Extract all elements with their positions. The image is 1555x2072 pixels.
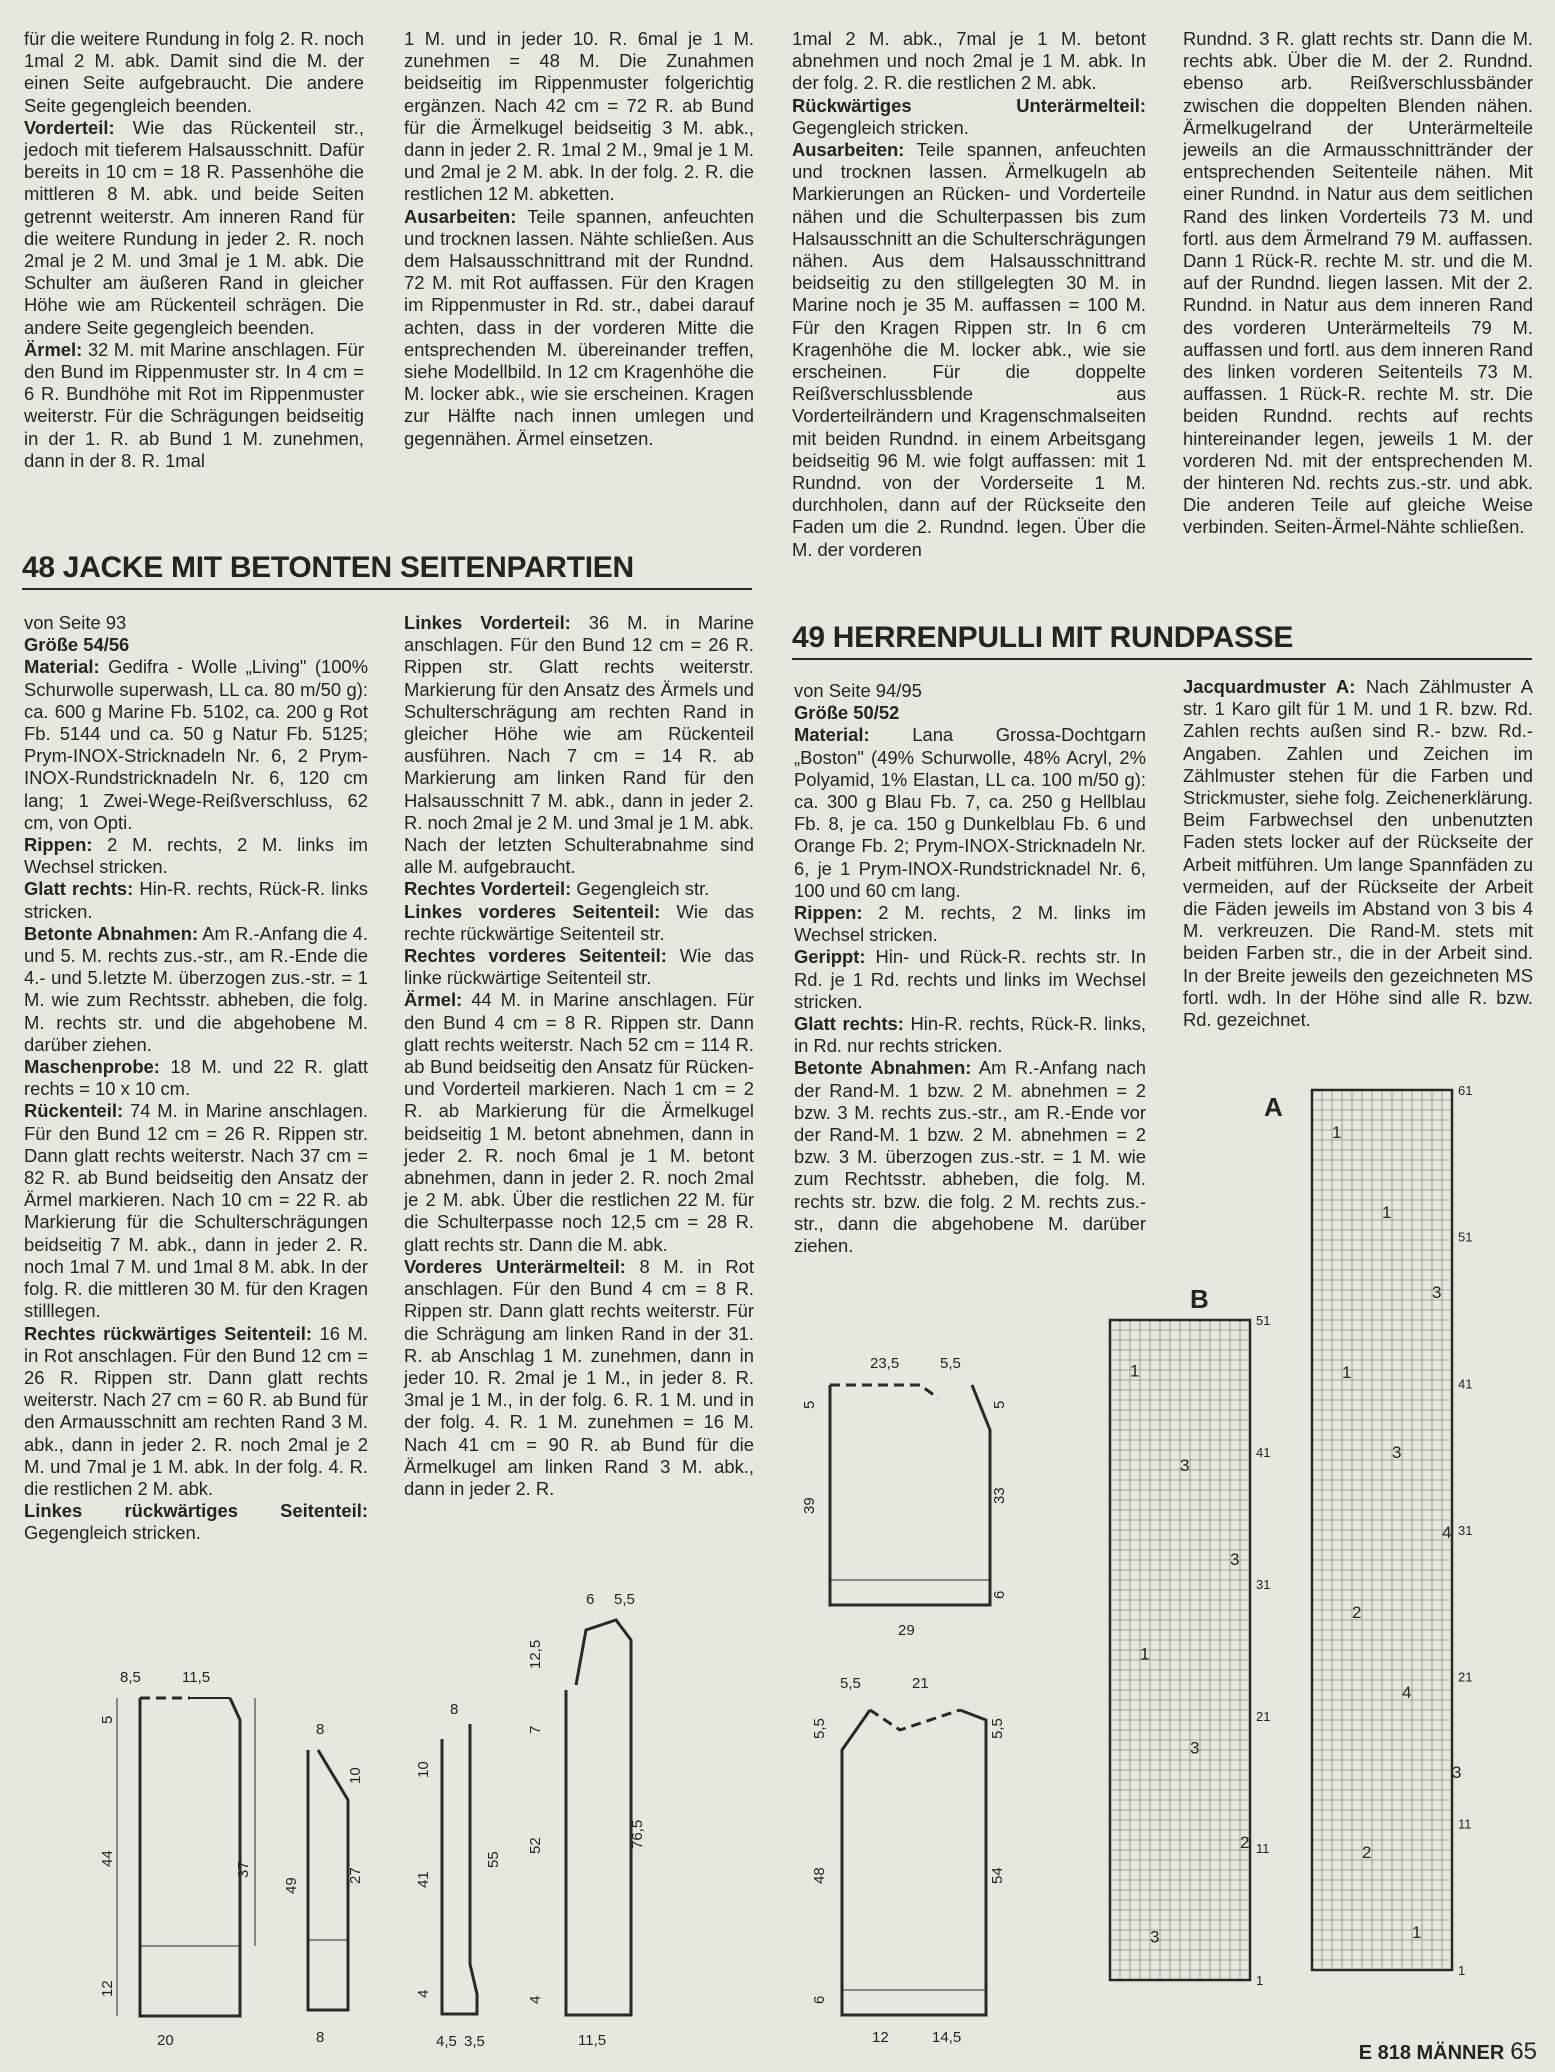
back-bund-label: 12	[99, 1980, 116, 1997]
chart-symbol-number: 3	[1432, 1283, 1442, 1302]
paragraph	[24, 28, 364, 117]
page-folio	[1359, 2038, 1537, 2066]
paragraph-heading: Rechtes rückwärtiges Seitenteil:	[24, 1322, 312, 1344]
paragraph	[404, 878, 754, 900]
paragraph-text: Hin-R. rechts, Rück-R. links stricken.	[24, 878, 368, 922]
paragraph-text: 1 M. und in jeder 10. R. 6mal je 1 M. zunehmen = 48 M. Die Zunahmen beidseitig im Rippenmuster folgerichtig ergänzen. Nach 42 cm = 72 R. ab Bund für die Ärmelkugel beidseitig 3 M. abk., dann in jeder 2. R. 1mal 2 M., 9mal je 1 M. und 2mal je 2 M. abk. In der folg. 2. R. die restlichen 12 M. abketten.	[404, 28, 754, 205]
chart-label: A	[1264, 1092, 1283, 1122]
side-width-label: 8	[316, 2029, 325, 2046]
paragraph	[1183, 28, 1533, 539]
paragraph-heading: Ausarbeiten:	[792, 139, 905, 161]
paragraph	[404, 989, 754, 1255]
chart-symbol-number: 2	[1362, 1843, 1372, 1862]
knitting-chart-b	[1090, 1280, 1310, 2010]
chart-symbol-number: 3	[1180, 1455, 1190, 1475]
section-48-column-1	[24, 612, 368, 1545]
paragraph-text: Teile spannen, anfeuchten und trocknen lassen. Nähte schließen. Aus dem Halsausschnittrand mit der Rundnd. 72 M. mit Rot auffassen. Für den Kragen im Rippenmuster in Rd. str., dabei darauf achten, dass in der vorderen Mitte die entsprechenden M. übereinander treffen, siehe Modellbild. In 12 cm Kragenhöhe die M. locker abk., wie sie erscheinen. Kragen zur Hälfte nach innen umlegen und gegennähen. Ärmel einsetzen.	[404, 205, 754, 449]
chart-symbol-number: 1	[1140, 1644, 1150, 1664]
paragraph	[794, 680, 1146, 702]
paragraph	[1183, 676, 1533, 1031]
psleeve-l-label: 5,5	[811, 1718, 828, 1739]
paragraph-text: Nach Zählmuster A str. 1 Karo gilt für 1 M. und 1 R. bzw. Rd. Zahlen rechts außen sind R.- bzw. Rd.-Angaben. Zahlen und Zeichen im Zählmuster stehen für die Farben und Strickmuster, siehe folg. Zeichenerklärung. Beim Farbwechsel den unbenutzten Faden stets locker auf der Rückseite der Arbeit mitführen. Um lange Spannfäden zu vermeiden, auf der Rückseite der Arbeit die Fäden jeweils im Abstand von 3 bis 4 M. verkreuzen. Die Rand-M. stets mit beiden Farben str., die in der Arbeit sind. In der Breite jeweils den gezeichneten MS fortl. wdh. In der Höhe sind alle R. bzw. Rd. gezeichnet.	[1183, 676, 1533, 1031]
chart-row-number: 51	[1256, 1313, 1271, 1328]
paragraph	[794, 946, 1146, 1013]
paragraph	[404, 612, 754, 878]
paragraph-heading: Betonte Abnahmen:	[24, 922, 199, 944]
front-total-label: 41	[415, 1871, 432, 1888]
paragraph-text: Am R.-Anfang die 4. und 5. M. rechts zus.-str., am R.-Ende die 4.- und 5.letzte M. überzogen zus.-str. = 1 M. wie zum Rechtsstr. abheben, die folg. M. rechts str. und die abgehobene M. darüber ziehen.	[24, 922, 368, 1055]
paragraph-heading: Rechtes Vorderteil:	[404, 878, 572, 900]
issue-code: E 818 MÄNNER	[1358, 2042, 1505, 2064]
psleeve-b-label: 6	[811, 1995, 828, 2004]
paragraph-heading: Linkes rückwärtiges Seitenteil:	[24, 1500, 368, 1522]
side-h1-label: 10	[347, 1767, 364, 1784]
sleeve-top1-label: 6	[586, 1591, 595, 1608]
body-r-label: 5	[991, 1400, 1008, 1409]
paragraph	[794, 702, 1146, 724]
paragraph-heading: Maschenprobe:	[24, 1056, 160, 1078]
paragraph	[404, 945, 754, 989]
paragraph-text: Lana Grossa-Dochtgarn „Boston" (49% Schurwolle, 48% Acryl, 2% Polyamid, 1% Elastan, LL ca. 100 m/50 g): ca. 300 g Blau Fb. 7, ca. 250 g Hellblau Fb. 8, je ca. 150 g Dunkelblau Fb. 6 und Orange Fb. 2; Prym-INOX-Stricknadeln Nr. 6, je 1 Prym-INOX-Rundstricknadel Nr. 6, 100 und 60 cm lang.	[794, 724, 1146, 901]
psleeve-w1-label: 12	[872, 2029, 889, 2046]
paragraph-heading: Größe 54/56	[24, 634, 130, 656]
paragraph	[24, 612, 368, 634]
body-top1-label: 23,5	[870, 1355, 900, 1372]
paragraph-text: 16 M. in Rot anschlagen. Für den Bund 12 cm = 26 R. Rippen str. Dann glatt rechts weiterstr. Nach 27 cm = 60 R. ab Bund für den Armausschnitt am rechten Rand 3 M. abk., dann in jeder 2. R. noch 2mal je 2 M. und 7mal je 1 M. abk. In der folg. 4. R. die restlichen 2 M. abk.	[24, 1322, 368, 1499]
chart-symbol-number: 4	[1402, 1683, 1412, 1702]
paragraph-text: von Seite 93	[24, 612, 127, 633]
paragraph-heading: Gerippt:	[794, 946, 866, 968]
paragraph-heading: Rippen:	[794, 902, 863, 924]
paragraph-text: Wie das rechte rückwärtige Seitenteil str.	[404, 900, 755, 944]
top-column-1	[24, 28, 364, 472]
schematic-side-piece	[268, 1720, 378, 2050]
side-total-label: 49	[283, 1877, 300, 1894]
paragraph-text: 36 M. in Marine anschlagen. Für den Bund 12 cm = 26 R. Rippen str. Glatt rechts weiterstr. Markierung für den Ansatz des Ärmels und Schulterschrägung am rechten Rand in gleicher Höhe wie am Rückenteil ausführen. Nach 7 cm = 14 R. ab Markierung am linken Rand für den Halsausschnitt 7 M. abk., dann in jeder 2. R. noch 2mal je 2 M. und 3mal je 1 M. abk. Nach der letzten Schulterabnahme sind alle M. aufgebraucht.	[404, 612, 754, 878]
paragraph-text: von Seite 94/95	[794, 680, 922, 701]
back-top2-label: 11,5	[182, 1669, 211, 1686]
paragraph-heading: Größe 50/52	[794, 702, 900, 724]
paragraph-text: 32 M. mit Marine anschlagen. Für den Bund im Rippenmuster str. In 4 cm = 6 R. Bundhöhe mit Rot im Rippenmuster weiterstr. Für die Schrägungen beidseitig in der 1. R. ab Bund 1 M. zunehmen, dann in der 8. R. 1mal	[24, 338, 364, 471]
body-b-label: 6	[991, 1590, 1008, 1599]
paragraph-heading: Material:	[24, 656, 100, 678]
paragraph-text: 2 M. rechts, 2 M. links im Wechsel stricken.	[794, 902, 1146, 946]
paragraph-heading: Jacquardmuster A:	[1183, 676, 1356, 697]
sleeve-h2-label: 7	[527, 1725, 544, 1734]
paragraph-text: Rundnd. 3 R. glatt rechts str. Dann die M. rechts abk. Über die M. der 2. Rundnd. ebenso arb. Reißverschlussbänder zwischen die doppelten Blenden nähen. Ärmelkugelrand der Unterärmelteile jeweils an die Armausschnittränder der entsprechenden Seitenteile nähen. Mit einer Rundnd. in Natur aus dem seitlichen Rand des linken Vorderteils 73 M. und fortl. aus dem Ärmelrand 79 M. auffassen. Dann 1 Rück-R. rechte M. str. und die M. auf der Rundnd. liegen lassen. Mit der 2. Rundnd. in Natur aus dem inneren Rand des vorderen Unterärmelteils 79 M. auffassen und fortl. aus dem inneren Rand des linken vorderen Seitenteils 73 M. auffassen. 1 Rück-R. rechte M. str. Die beiden Rundnd. rechts auf rechts hintereinander legen, jeweils 1 M. der vorderen Nd. mit der entsprechenden M. der hinteren Nd. rechts zus.-str. und abk. Die anderen Teile auf gleiche Weise verbinden. Seiten-Ärmel-Nähte schließen.	[1183, 28, 1533, 538]
back-total-label: 44	[99, 1850, 116, 1867]
sleeve-top2-label: 5,5	[614, 1591, 635, 1608]
chart-symbol-number: 3	[1230, 1550, 1240, 1570]
body-m-label: 33	[991, 1487, 1008, 1504]
front-h1-label: 10	[415, 1761, 432, 1778]
chart-symbol-number: 1	[1342, 1363, 1352, 1382]
top-column-3	[792, 28, 1146, 561]
front-w2-label: 3,5	[464, 2033, 485, 2050]
front-top-label: 8	[450, 1701, 459, 1718]
paragraph	[24, 1100, 368, 1322]
paragraph-text: 1mal 2 M. abk., 7mal je 1 M. betont abnehmen und noch 2mal je 1 M. abk. In der folg. 2. R. die restlichen 2 M. abk.	[792, 28, 1146, 94]
chart-row-number: 21	[1256, 1709, 1271, 1724]
sleeve-width-label: 11,5	[578, 2032, 607, 2049]
paragraph	[792, 28, 1146, 95]
top-column-4	[1183, 28, 1533, 539]
chart-row-number: 31	[1256, 1577, 1271, 1592]
chart-symbol-number: 3	[1392, 1443, 1402, 1462]
paragraph	[794, 1057, 1146, 1257]
chart-row-number: 1	[1458, 1963, 1466, 1978]
paragraph	[404, 901, 754, 945]
paragraph-text: Gegengleich stricken.	[792, 116, 969, 138]
paragraph	[24, 656, 368, 834]
paragraph-text: 2 M. rechts, 2 M. links im Wechsel stricken.	[24, 834, 368, 878]
back-mid-label: 37	[235, 1861, 252, 1878]
paragraph-heading: Ärmel:	[404, 989, 463, 1011]
paragraph-heading: Rückenteil:	[24, 1100, 124, 1122]
chart-symbol-number: 4	[1442, 1523, 1452, 1542]
back-width-label: 20	[157, 2032, 174, 2049]
chart-symbol-number: 2	[1352, 1603, 1362, 1622]
side-mid-label: 27	[347, 1867, 364, 1884]
sleeve-h1-label: 12,5	[527, 1639, 544, 1669]
sleeve-bund-label: 4	[527, 1995, 544, 2004]
chart-row-number: 41	[1256, 1445, 1271, 1460]
psleeve-top1-label: 5,5	[840, 1675, 861, 1692]
paragraph-text: für die weitere Rundung in folg 2. R. noch 1mal 2 M. abk. Damit sind die M. der einen Seite aufgebraucht. Die andere Seite gegengleich beenden.	[24, 28, 364, 116]
body-h-label: 39	[801, 1497, 818, 1514]
paragraph	[24, 1500, 368, 1544]
paragraph-text: 74 M. in Marine anschlagen. Für den Bund 12 cm = 26 R. Rippen str. Dann glatt rechts weiterstr. Nach 37 cm = 82 R. ab Bund beidseitig den Ansatz der Ärmel markieren. Nach 10 cm = 22 R. ab Markierung für die Schulterschrägungen beidseitig 7 M. abk., dann in jeder 2. R. noch 1mal 7 M. und 1mal 8 M. abk. In der folg. R. die mittleren 30 M. für den Kragen stilllegen.	[24, 1100, 368, 1322]
body-top2-label: 5,5	[940, 1355, 961, 1372]
chart-label: B	[1190, 1284, 1209, 1314]
back-top-label: 8,5	[120, 1669, 141, 1686]
chart-grid	[1110, 1320, 1250, 1980]
sleeve-h3-label: 52	[527, 1837, 544, 1854]
paragraph-heading: Rückwärtiges Unterärmelteil:	[792, 94, 1146, 116]
paragraph-text: Gedifra - Wolle „Living" (100% Schurwolle superwash, LL ca. 80 m/50 g): ca. 600 g Marine Fb. 5102, ca. 200 g Rot Fb. 5144 und ca. 50 g Natur Fb. 5125; Prym-INOX-Stricknadeln Nr. 6, 2 Prym-INOX-Rundstricknadeln Nr. 6, 120 cm lang; 1 Zwei-Wege-Reißverschluss, 62 cm, von Opti.	[24, 656, 368, 833]
section-48-column-2	[404, 612, 754, 1500]
psleeve-w2-label: 14,5	[932, 2029, 962, 2046]
paragraph-heading: Betonte Abnahmen:	[794, 1057, 972, 1079]
paragraph	[24, 923, 368, 1056]
chart-row-number: 41	[1458, 1376, 1473, 1392]
paragraph	[24, 1323, 368, 1501]
chart-symbol-number: 1	[1382, 1203, 1392, 1222]
paragraph-heading: Linkes Vorderteil:	[404, 612, 571, 633]
paragraph	[24, 634, 368, 656]
schematic-pullover-sleeve	[800, 1670, 1040, 2050]
paragraph-heading: Glatt rechts:	[24, 878, 134, 900]
paragraph	[24, 117, 364, 339]
front-bund-label: 4	[415, 1989, 432, 1998]
paragraph-text: Hin-R. rechts, Rück-R. links, in Rd. nur rechts stricken.	[794, 1013, 1146, 1057]
chart-row-number: 1	[1256, 1973, 1264, 1988]
paragraph-heading: Vorderes Unterärmelteil:	[404, 1255, 626, 1277]
body-l-label: 5	[801, 1400, 818, 1409]
paragraph	[792, 95, 1146, 139]
paragraph-text: Gegengleich stricken.	[24, 1522, 201, 1544]
paragraph-text: Teile spannen, anfeuchten und trocknen lassen. Ärmelkugeln ab Markierungen an Rücken- und Vorderteile nähen und die Schulterpassen bis zum Halsausschnitt an die Schulterschrägungen nähen. Aus dem Halsausschnittrand beidseitig zu den stillgelegten 30 M. in Marine noch je 35 M. auffassen = 100 M. Für den Kragen Rippen str. In 6 cm Kragenhöhe die M. locker abk., wie sie erscheinen. Für die doppelte Reißverschlussblende aus Vorderteilrändern und Kragenschmalseiten mit beiden Rundnd. in einem Arbeitsgang beidseitig 96 M. wie folgt auffassen: mit 1 Rundnd. von der Vorderseite 1 M. durchholen, dann auf der Rückseite den Faden um die 2. Rundnd. legen. Über die M. der vorderen	[792, 139, 1146, 560]
section-49-column-2	[1183, 676, 1533, 1031]
paragraph-text: Gegengleich str.	[571, 878, 710, 900]
paragraph-text: Wie das linke rückwärtige Seitenteil str.	[404, 945, 754, 989]
chart-row-number: 11	[1256, 1841, 1270, 1856]
chart-symbol-number: 3	[1150, 1927, 1160, 1947]
section-49-title: 49 HERRENPULLI MIT RUNDPASSE	[792, 620, 1532, 660]
paragraph-heading: Material:	[794, 724, 870, 746]
paragraph-text: Am R.-Anfang nach der Rand-M. 1 bzw. 2 M. abnehmen = 2 bzw. 3 M. rechts zus.-str., am R.-Ende vor der Rand-M. 1 bzw. 2 M. abnehmen = 2 bzw. 3 M. überzogen zus.-str. = 1 M. wie zum Rechtsstr. abheben, die folg. M. rechts str. bzw. die folg. 2 M. rechts zus.-str., dann die abgehobene M. darüber ziehen.	[794, 1057, 1146, 1257]
chart-symbol-number: 1	[1332, 1123, 1342, 1142]
paragraph	[792, 139, 1146, 561]
paragraph	[404, 206, 754, 450]
section-48-title: 48 JACKE MIT BETONTEN SEITENPARTIEN	[22, 550, 752, 590]
schematic-back-piece	[100, 1670, 250, 2050]
front-w1-label: 4,5	[436, 2033, 457, 2050]
paragraph-text: Hin- und Rück-R. rechts str. In Rd. je 1 Rd. rechts und links im Wechsel stricken.	[794, 946, 1146, 1012]
psleeve-r-label: 5,5	[989, 1718, 1006, 1739]
schematic-front-piece	[402, 1694, 532, 2054]
psleeve-top2-label: 21	[912, 1675, 929, 1692]
paragraph	[794, 724, 1146, 902]
chart-row-number: 51	[1458, 1229, 1473, 1245]
page-number: 65	[1510, 2038, 1537, 2065]
chart-symbol-number: 3	[1190, 1738, 1200, 1758]
paragraph-heading: Ärmel:	[24, 338, 83, 360]
chart-row-number: 11	[1458, 1816, 1472, 1832]
sleeve-total-label: 76,5	[629, 1819, 646, 1849]
chart-row-number: 31	[1458, 1523, 1473, 1538]
paragraph-heading: Rippen:	[24, 834, 93, 856]
front-mid-label: 55	[485, 1851, 502, 1868]
chart-symbol-number: 2	[1240, 1833, 1250, 1852]
chart-row-number: 21	[1458, 1669, 1473, 1685]
chart-symbol-number: 1	[1412, 1923, 1422, 1942]
psleeve-h-label: 48	[811, 1867, 828, 1884]
schematic-pullover-body	[800, 1350, 1040, 1650]
paragraph	[24, 1056, 368, 1100]
top-column-2	[404, 28, 754, 450]
paragraph-heading: Vorderteil:	[24, 116, 115, 138]
paragraph-text: 44 M. in Marine anschlagen. Für den Bund 4 cm = 8 R. Rippen str. Dann glatt rechts weiterstr. Nach 52 cm = 114 R. ab Bund beidseitig den Ansatz für Rücken- und Vorderteil markieren. Nach 1 cm = 2 R. ab Markierung für die Ärmelkugel beidseitig 1 M. betont abnehmen, dann in jeder 2. R. noch 6mal je 1 M. betont abnehmen, dann in jeder 2. R. noch 2mal je 2 M. abk. Über die restlichen 22 M. für die Schulterpasse noch 12,5 cm = 28 R. glatt rechts str. Dann die M. abk.	[404, 989, 754, 1255]
chart-row-number: 61	[1458, 1083, 1473, 1098]
paragraph	[24, 339, 364, 472]
side-top-label: 8	[316, 1721, 325, 1738]
section-49-column-1	[794, 680, 1146, 1257]
paragraph-heading: Glatt rechts:	[794, 1013, 904, 1035]
paragraph	[794, 1013, 1146, 1057]
chart-symbol-number: 3	[1452, 1763, 1462, 1782]
paragraph-text: Wie das Rückenteil str., jedoch mit tieferem Halsausschnitt. Dafür bereits in 10 cm = 18 R. Passenhöhe die mittleren 8 M. abk. und beide Seiten getrennt weiterstr. Am inneren Rand für die weitere Rundung in jeder 2. R. noch 2mal je 2 M. und 3mal je 1 M. abk. Die Schulter am äußeren Rand in gleicher Höhe wie am Rückenteil schrägen. Die andere Seite gegengleich beenden.	[24, 116, 364, 338]
chart-symbol-number: 1	[1130, 1361, 1140, 1381]
paragraph-heading: Rechtes vorderes Seitenteil:	[404, 945, 667, 967]
paragraph	[794, 902, 1146, 946]
paragraph	[24, 834, 368, 878]
paragraph	[404, 1256, 754, 1500]
paragraph-text: 8 M. in Rot anschlagen. Für den Bund 4 cm = 8 R. Rippen str. Dann glatt rechts weiterstr. Für die Schrägung am linken Rand in der 31. R. ab Anschlag 1 M. zunehmen, dann in jeder 10. R. 2mal je 1 M., in jeder 8. R. 3mal je 1 M., in der folg. 6. R. 1 M. und in der folg. 4. R. 1 M. zunehmen = 16 M. Nach 41 cm = 90 R. ab Bund für die Ärmelkugel am linken Rand 3 M. abk., dann in jeder 2. R.	[404, 1255, 754, 1499]
paragraph-heading: Ausarbeiten:	[404, 205, 517, 227]
paragraph	[24, 878, 368, 922]
body-w-label: 29	[898, 1622, 915, 1639]
paragraph-text: 18 M. und 22 R. glatt rechts = 10 x 10 cm.	[24, 1056, 368, 1100]
schematic-sleeve-piece	[526, 1590, 666, 2050]
paragraph	[404, 28, 754, 206]
paragraph-heading: Linkes vorderes Seitenteil:	[404, 900, 661, 922]
back-h1-label: 5	[99, 1715, 116, 1724]
psleeve-m-label: 54	[989, 1867, 1006, 1884]
chart-grid	[1312, 1090, 1452, 1970]
